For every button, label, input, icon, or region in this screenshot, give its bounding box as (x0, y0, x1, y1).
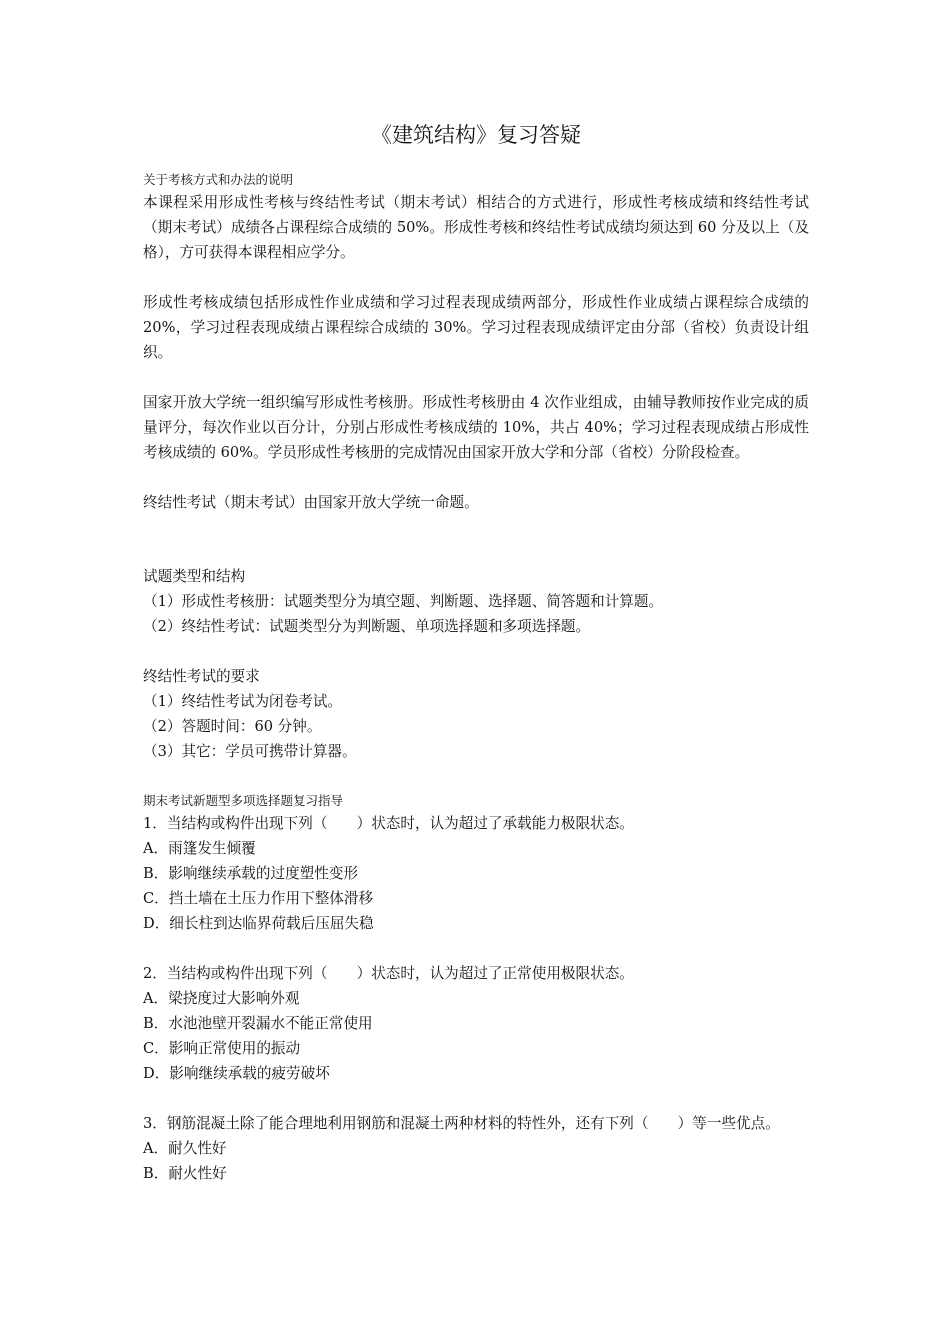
question-stem: 2．当结构或构件出现下列（ ）状态时，认为超过了正常使用极限状态。 (143, 965, 634, 982)
exam-note-paragraph-1: 本课程采用形成性考核与终结性考试（期末考试）相结合的方式进行，形成性考核成绩和终结性考试（期末考试）成绩各占课程综合成绩的 50%。形成性考核和终结性考试成绩均须达到 60 分及以上（及格），方可获得本课程相应学分。 (143, 194, 809, 261)
exam-note-paragraph-3: 国家开放大学统一组织编写形成性考核册。形成性考核册由 4 次作业组成，由辅导教师按作业完成的质量评分，每次作业以百分计，分别占形成性考核成绩的 10%，共占 40%；学习过程表现成绩占形成性考核成绩的 60%。学员形成性考核册的完成情况由国家开放大学和分部（省校）分阶段检查。 (143, 394, 809, 461)
final-requirements-section (143, 664, 809, 764)
exam-note-paragraph-2: 形成性考核成绩包括形成性作业成绩和学习过程表现成绩两部分，形成性作业成绩占课程综合成绩的 20%，学习过程表现成绩占课程综合成绩的 30%。学习过程表现成绩评定由分部（省校）负责设计组织。 (143, 294, 809, 361)
exam-note-heading: 关于考核方式和办法的说明 (143, 172, 294, 187)
question-option: D．影响继续承载的疲劳破坏 (143, 1065, 330, 1082)
question-stem: 1．当结构或构件出现下列（ ）状态时，认为超过了承载能力极限状态。 (143, 815, 634, 832)
question-option: C．挡土墙在土压力作用下整体滑移 (143, 890, 374, 907)
question-types-heading: 试题类型和结构 (143, 568, 246, 585)
final-requirements-item-2: （2）答题时间：60 分钟。 (143, 718, 322, 735)
review-section (143, 791, 809, 1186)
review-question-3 (143, 1111, 809, 1186)
question-types-section (143, 564, 809, 639)
review-question-1 (143, 811, 809, 936)
final-requirements-heading: 终结性考试的要求 (143, 668, 260, 685)
exam-note-section (143, 170, 809, 515)
final-requirements-item-3: （3）其它：学员可携带计算器。 (143, 743, 357, 760)
question-option: D．细长柱到达临界荷载后压屈失稳 (143, 915, 374, 932)
page-title: 《建筑结构》复习答疑 (371, 123, 581, 147)
question-option: B．耐火性好 (143, 1165, 227, 1182)
question-stem: 3．钢筋混凝土除了能合理地利用钢筋和混凝土两种材料的特性外，还有下列（ ）等一些优点。 (143, 1115, 780, 1132)
question-types-item-2: （2）终结性考试：试题类型分为判断题、单项选择题和多项选择题。 (143, 618, 591, 635)
question-option: A．雨篷发生倾覆 (143, 840, 256, 857)
exam-note-paragraph-4: 终结性考试（期末考试）由国家开放大学统一命题。 (143, 494, 479, 511)
question-option: B．水池池壁开裂漏水不能正常使用 (143, 1015, 373, 1032)
review-heading: 期末考试新题型多项选择题复习指导 (143, 793, 344, 808)
final-requirements-item-1: （1）终结性考试为闭卷考试。 (143, 693, 343, 710)
question-types-item-1: （1）形成性考核册：试题类型分为填空题、判断题、选择题、简答题和计算题。 (143, 593, 664, 610)
question-option: C．影响正常使用的振动 (143, 1040, 301, 1057)
question-option: B．影响继续承载的过度塑性变形 (143, 865, 359, 882)
question-option: A．耐久性好 (143, 1140, 227, 1157)
review-question-2 (143, 961, 809, 1086)
question-option: A．梁挠度过大影响外观 (143, 990, 300, 1007)
